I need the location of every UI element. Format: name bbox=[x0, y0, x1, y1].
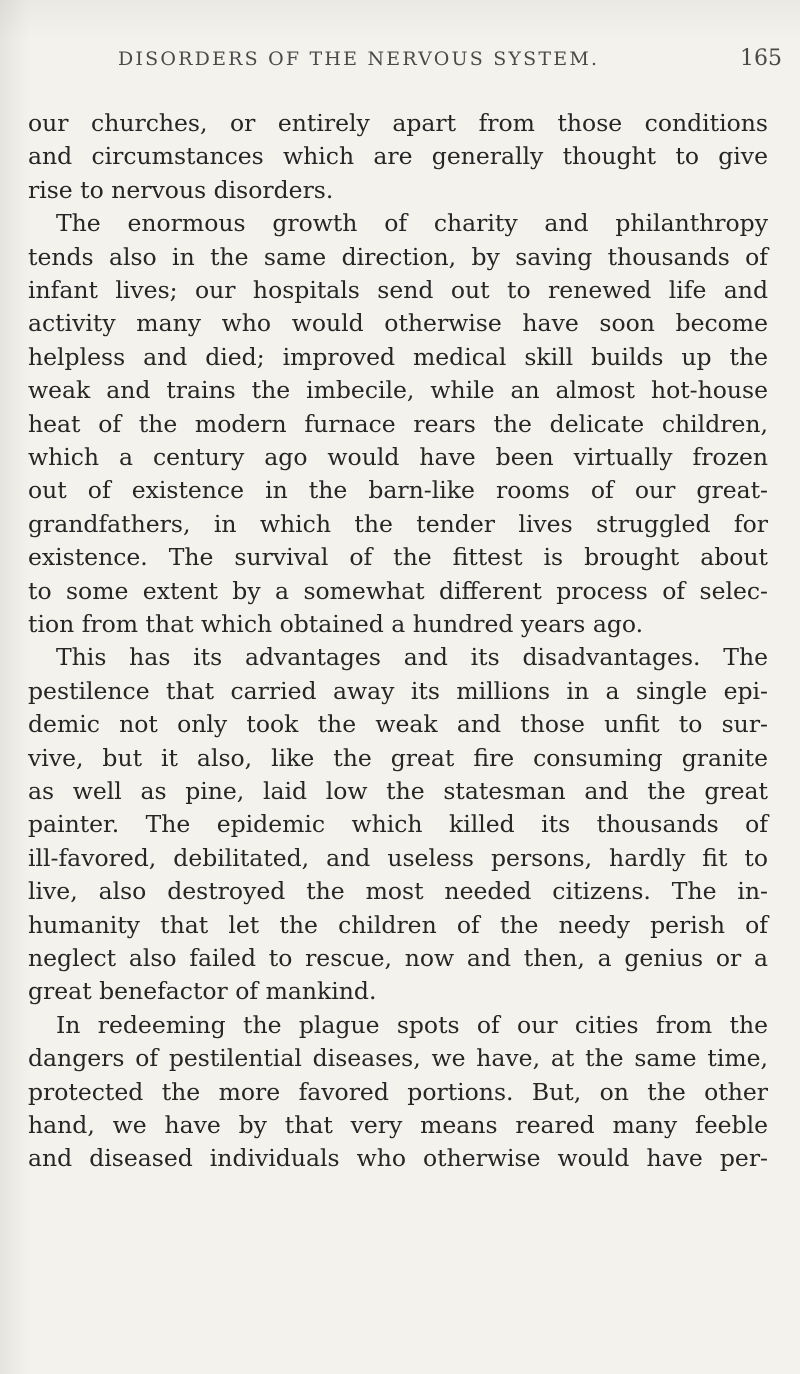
text-line: to some extent by a somewhat different process of selec- bbox=[28, 576, 768, 605]
text-line: hand, we have by that very means reared many feeble bbox=[28, 1111, 768, 1139]
text-line: tends also in the same direction, by saving thousands of bbox=[28, 242, 768, 271]
text-line: grandfathers, in which the tender lives struggled for bbox=[28, 509, 768, 538]
text-line: infant lives; our hospitals send out to renewed life and bbox=[28, 276, 768, 304]
text-line: ill-favored, debilitated, and useless persons, hardly fit to bbox=[28, 843, 768, 872]
text-line: which a century ago would have been virtually frozen bbox=[28, 443, 768, 471]
paragraph-start-line: This has its advantages and its disadvantages. The bbox=[56, 643, 768, 672]
text-line: helpless and died; improved medical skill builds up the bbox=[28, 342, 768, 371]
running-head: DISORDERS OF THE NERVOUS SYSTEM. bbox=[118, 48, 600, 70]
text-line: out of existence in the barn-like rooms of our great- bbox=[28, 476, 768, 505]
text-line: painter. The epidemic which killed its thousands of bbox=[28, 810, 768, 839]
text-line: activity many who would otherwise have soon become bbox=[28, 309, 768, 338]
text-line: and diseased individuals who otherwise would have per- bbox=[28, 1144, 768, 1173]
text-line: dangers of pestilential diseases, we have, at the same time, bbox=[28, 1044, 768, 1073]
text-line: neglect also failed to rescue, now and then, a genius or a bbox=[28, 944, 768, 972]
text-line: weak and trains the imbecile, while an almost hot-house bbox=[28, 376, 768, 405]
paragraph-start-line: The enormous growth of charity and philanthropy bbox=[56, 209, 768, 238]
text-line: great benefactor of mankind. bbox=[28, 977, 377, 1006]
text-line: humanity that let the children of the needy perish of bbox=[28, 910, 768, 939]
text-line: pestilence that carried away its millions in a single epi- bbox=[28, 676, 768, 705]
text-line: tion from that which obtained a hundred years ago. bbox=[28, 610, 644, 638]
text-line: live, also destroyed the most needed citizens. The in- bbox=[28, 877, 768, 906]
text-line: our churches, or entirely apart from those conditions bbox=[28, 109, 768, 137]
text-line: existence. The survival of the fittest is brought about bbox=[28, 543, 768, 572]
text-line: vive, but it also, like the great fire consuming granite bbox=[28, 743, 768, 772]
text-line: heat of the modern furnace rears the delicate children, bbox=[28, 409, 768, 438]
text-line: rise to nervous disorders. bbox=[28, 175, 334, 204]
text-line: protected the more favored portions. But, on the other bbox=[28, 1077, 768, 1106]
page-number: 165 bbox=[740, 46, 782, 71]
text-line: as well as pine, laid low the statesman and the great bbox=[28, 777, 768, 805]
text-line: demic not only took the weak and those unfit to sur- bbox=[28, 710, 768, 739]
paragraph-start-line: In redeeming the plague spots of our cities from the bbox=[56, 1010, 768, 1039]
text-line: and circumstances which are generally thought to give bbox=[28, 142, 768, 171]
page-header bbox=[0, 48, 800, 88]
